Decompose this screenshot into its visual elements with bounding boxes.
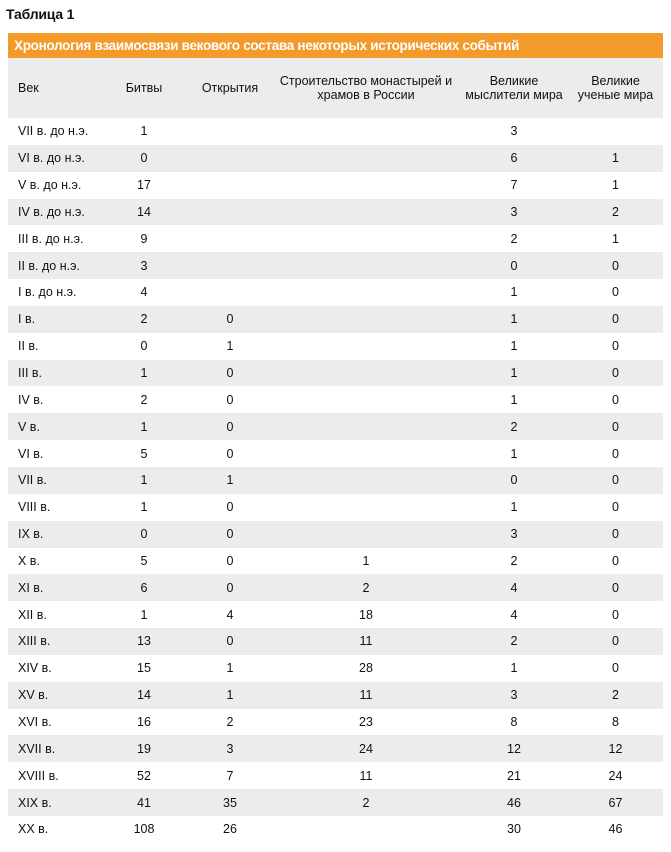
table-row xyxy=(8,574,663,601)
table-caption: Хронология взаимосвязи векового состава некоторых исторических событий xyxy=(8,33,663,58)
cell-monasteries xyxy=(272,494,460,521)
cell-thinkers: 2 xyxy=(510,634,518,649)
cell-century: IV в. до н.э. xyxy=(18,204,85,219)
cell-scientists: 0 xyxy=(612,634,619,649)
cell-battles: 1 xyxy=(140,500,148,515)
cell-monasteries xyxy=(272,467,460,494)
table-row xyxy=(8,467,663,494)
cell-century: XIV в. xyxy=(18,661,52,676)
cell-century: II в. до н.э. xyxy=(18,258,80,273)
data-table xyxy=(8,58,663,843)
cell-century: III в. до н.э. xyxy=(18,231,84,246)
cell-scientists: 0 xyxy=(612,339,619,354)
cell-monasteries xyxy=(272,279,460,306)
column-header-scientists: Великие ученые мира xyxy=(577,74,654,102)
cell-monasteries xyxy=(272,145,460,172)
cell-century: VI в. xyxy=(18,446,44,461)
column-header-century: Век xyxy=(18,81,39,95)
cell-battles: 15 xyxy=(137,661,151,676)
table-row xyxy=(8,386,663,413)
table-row xyxy=(8,172,663,199)
cell-battles: 0 xyxy=(140,527,148,542)
cell-monasteries xyxy=(272,360,460,387)
cell-battles: 9 xyxy=(140,231,148,246)
cell-scientists: 0 xyxy=(612,258,619,273)
cell-monasteries: 11 xyxy=(359,768,373,783)
cell-scientists: 0 xyxy=(612,607,619,622)
cell-discoveries: 0 xyxy=(226,446,234,461)
cell-monasteries xyxy=(272,386,460,413)
cell-thinkers: 3 xyxy=(510,124,518,139)
cell-scientists xyxy=(568,118,663,145)
cell-thinkers: 4 xyxy=(510,607,518,622)
cell-discoveries xyxy=(188,172,272,199)
cell-battles: 4 xyxy=(140,285,148,300)
cell-scientists: 0 xyxy=(612,661,619,676)
cell-scientists: 0 xyxy=(612,312,619,327)
cell-monasteries xyxy=(272,199,460,226)
cell-century: III в. xyxy=(18,366,43,381)
cell-century: II в. xyxy=(18,339,39,354)
cell-discoveries: 0 xyxy=(226,419,234,434)
cell-discoveries: 0 xyxy=(226,634,234,649)
cell-century: VI в. до н.э. xyxy=(18,151,85,166)
cell-monasteries xyxy=(272,333,460,360)
cell-discoveries: 0 xyxy=(226,500,234,515)
cell-discoveries: 4 xyxy=(226,607,234,622)
table-row xyxy=(8,682,663,709)
cell-battles: 3 xyxy=(140,258,148,273)
header-row xyxy=(8,58,663,118)
cell-century: I в. xyxy=(18,312,36,327)
cell-battles: 1 xyxy=(140,366,148,381)
cell-scientists: 0 xyxy=(612,419,619,434)
cell-thinkers: 2 xyxy=(510,231,518,246)
cell-thinkers: 0 xyxy=(510,258,518,273)
cell-discoveries: 3 xyxy=(226,741,234,756)
cell-thinkers: 1 xyxy=(510,446,518,461)
cell-scientists: 1 xyxy=(612,231,619,246)
cell-scientists: 0 xyxy=(612,392,619,407)
cell-monasteries xyxy=(272,172,460,199)
cell-thinkers: 1 xyxy=(510,500,518,515)
cell-discoveries xyxy=(188,225,272,252)
cell-century: V в. xyxy=(18,419,40,434)
table-row xyxy=(8,440,663,467)
cell-discoveries: 1 xyxy=(226,688,234,703)
table-row xyxy=(8,279,663,306)
cell-monasteries xyxy=(272,440,460,467)
cell-thinkers: 3 xyxy=(510,204,518,219)
cell-century: XI в. xyxy=(18,580,44,595)
table-row xyxy=(8,521,663,548)
cell-century: IV в. xyxy=(18,392,44,407)
table-row xyxy=(8,225,663,252)
cell-scientists: 8 xyxy=(612,714,619,729)
cell-monasteries: 11 xyxy=(359,688,373,703)
column-header-monasteries: Строительство монастырей и храмов в России xyxy=(279,74,453,102)
cell-scientists: 67 xyxy=(608,795,623,810)
table-row xyxy=(8,360,663,387)
cell-thinkers: 8 xyxy=(510,714,518,729)
cell-century: XII в. xyxy=(18,607,47,622)
cell-century: I в. до н.э. xyxy=(18,285,77,300)
cell-century: XV в. xyxy=(18,688,49,703)
table-row xyxy=(8,709,663,736)
cell-century: VII в. xyxy=(18,473,47,488)
cell-thinkers: 2 xyxy=(510,419,518,434)
cell-scientists: 0 xyxy=(612,473,619,488)
cell-discoveries: 0 xyxy=(226,392,234,407)
cell-thinkers: 6 xyxy=(510,151,518,166)
cell-discoveries: 2 xyxy=(226,714,234,729)
table-row xyxy=(8,655,663,682)
cell-battles: 1 xyxy=(140,124,148,139)
cell-scientists: 0 xyxy=(612,580,619,595)
cell-century: XX в. xyxy=(18,822,49,837)
cell-battles: 108 xyxy=(133,822,155,837)
cell-scientists: 0 xyxy=(612,527,619,542)
cell-monasteries xyxy=(272,118,460,145)
cell-monasteries xyxy=(272,306,460,333)
table-row xyxy=(8,762,663,789)
cell-scientists: 0 xyxy=(612,500,619,515)
cell-monasteries xyxy=(272,816,460,843)
cell-discoveries xyxy=(188,199,272,226)
cell-battles: 19 xyxy=(137,741,151,756)
table-label: Таблица 1 xyxy=(6,6,75,22)
cell-scientists: 24 xyxy=(608,768,623,783)
cell-monasteries: 28 xyxy=(359,661,373,676)
cell-discoveries: 1 xyxy=(226,473,234,488)
cell-monasteries: 1 xyxy=(362,553,370,568)
cell-thinkers: 1 xyxy=(510,339,518,354)
cell-scientists: 0 xyxy=(612,366,619,381)
cell-thinkers: 4 xyxy=(510,580,518,595)
cell-battles: 1 xyxy=(140,473,148,488)
cell-discoveries xyxy=(188,279,272,306)
cell-battles: 14 xyxy=(137,688,151,703)
cell-discoveries: 0 xyxy=(226,527,234,542)
cell-monasteries: 11 xyxy=(359,634,373,649)
cell-century: XVIII в. xyxy=(18,768,59,783)
table-row xyxy=(8,548,663,575)
cell-monasteries: 2 xyxy=(362,580,370,595)
table-row xyxy=(8,816,663,843)
cell-discoveries xyxy=(188,145,272,172)
cell-battles: 1 xyxy=(140,607,148,622)
cell-century: XVI в. xyxy=(18,714,52,729)
table-row xyxy=(8,735,663,762)
cell-thinkers: 7 xyxy=(510,178,518,193)
cell-discoveries xyxy=(188,252,272,279)
cell-monasteries xyxy=(272,413,460,440)
cell-century: IX в. xyxy=(18,527,44,542)
cell-century: XIX в. xyxy=(18,795,52,810)
cell-thinkers: 0 xyxy=(510,473,518,488)
cell-battles: 6 xyxy=(140,580,148,595)
cell-battles: 16 xyxy=(137,714,151,729)
table-row xyxy=(8,494,663,521)
cell-scientists: 1 xyxy=(612,151,619,166)
cell-discoveries xyxy=(188,118,272,145)
cell-discoveries: 7 xyxy=(226,768,234,783)
cell-battles: 52 xyxy=(137,768,151,783)
cell-discoveries: 1 xyxy=(226,661,234,676)
cell-discoveries: 35 xyxy=(223,795,237,810)
cell-battles: 17 xyxy=(137,178,151,193)
cell-monasteries: 23 xyxy=(359,714,373,729)
cell-scientists: 12 xyxy=(608,741,623,756)
cell-discoveries: 26 xyxy=(223,822,237,837)
cell-scientists: 2 xyxy=(612,204,619,219)
cell-battles: 0 xyxy=(140,339,148,354)
table-row xyxy=(8,118,663,145)
table-row xyxy=(8,199,663,226)
cell-scientists: 2 xyxy=(612,688,619,703)
cell-thinkers: 46 xyxy=(507,795,521,810)
cell-thinkers: 1 xyxy=(510,366,518,381)
cell-battles: 14 xyxy=(137,204,151,219)
cell-scientists: 0 xyxy=(612,285,619,300)
column-header-thinkers: Великие мыслители мира xyxy=(465,74,563,102)
cell-battles: 2 xyxy=(140,392,148,407)
cell-century: VIII в. xyxy=(18,500,51,515)
column-header-battles: Битвы xyxy=(125,81,163,95)
cell-thinkers: 12 xyxy=(507,741,521,756)
cell-thinkers: 1 xyxy=(510,285,518,300)
cell-battles: 1 xyxy=(140,419,148,434)
cell-monasteries xyxy=(272,521,460,548)
cell-battles: 5 xyxy=(140,553,148,568)
cell-monasteries: 24 xyxy=(359,741,373,756)
cell-scientists: 0 xyxy=(612,446,619,461)
cell-century: V в. до н.э. xyxy=(18,178,82,193)
cell-monasteries: 2 xyxy=(362,795,370,810)
cell-scientists: 1 xyxy=(612,178,619,193)
table-row xyxy=(8,601,663,628)
cell-monasteries xyxy=(272,252,460,279)
cell-monasteries xyxy=(272,225,460,252)
cell-battles: 41 xyxy=(137,795,151,810)
table-row xyxy=(8,145,663,172)
cell-century: X в. xyxy=(18,553,40,568)
cell-thinkers: 3 xyxy=(510,527,518,542)
cell-battles: 5 xyxy=(140,446,148,461)
cell-battles: 13 xyxy=(137,634,151,649)
table-row xyxy=(8,306,663,333)
cell-thinkers: 30 xyxy=(507,822,521,837)
table-row xyxy=(8,333,663,360)
cell-discoveries: 0 xyxy=(226,366,234,381)
cell-discoveries: 0 xyxy=(226,553,234,568)
cell-thinkers: 2 xyxy=(510,553,518,568)
column-header-discoveries: Открытия xyxy=(201,81,259,95)
cell-battles: 0 xyxy=(140,151,148,166)
cell-thinkers: 1 xyxy=(510,661,518,676)
cell-discoveries: 0 xyxy=(226,580,234,595)
cell-thinkers: 1 xyxy=(510,312,518,327)
cell-thinkers: 21 xyxy=(507,768,521,783)
cell-monasteries: 18 xyxy=(359,607,373,622)
cell-thinkers: 3 xyxy=(510,688,518,703)
cell-discoveries: 0 xyxy=(226,312,234,327)
table-body xyxy=(8,118,663,843)
cell-scientists: 0 xyxy=(612,553,619,568)
cell-century: XIII в. xyxy=(18,634,51,649)
table-row xyxy=(8,252,663,279)
cell-scientists: 46 xyxy=(608,822,623,837)
table-row xyxy=(8,628,663,655)
cell-thinkers: 1 xyxy=(510,392,518,407)
table-row xyxy=(8,789,663,816)
cell-century: VII в. до н.э. xyxy=(18,124,89,139)
cell-century: XVII в. xyxy=(18,741,56,756)
cell-discoveries: 1 xyxy=(226,339,234,354)
table-row xyxy=(8,413,663,440)
table-header xyxy=(8,58,663,118)
cell-battles: 2 xyxy=(140,312,148,327)
